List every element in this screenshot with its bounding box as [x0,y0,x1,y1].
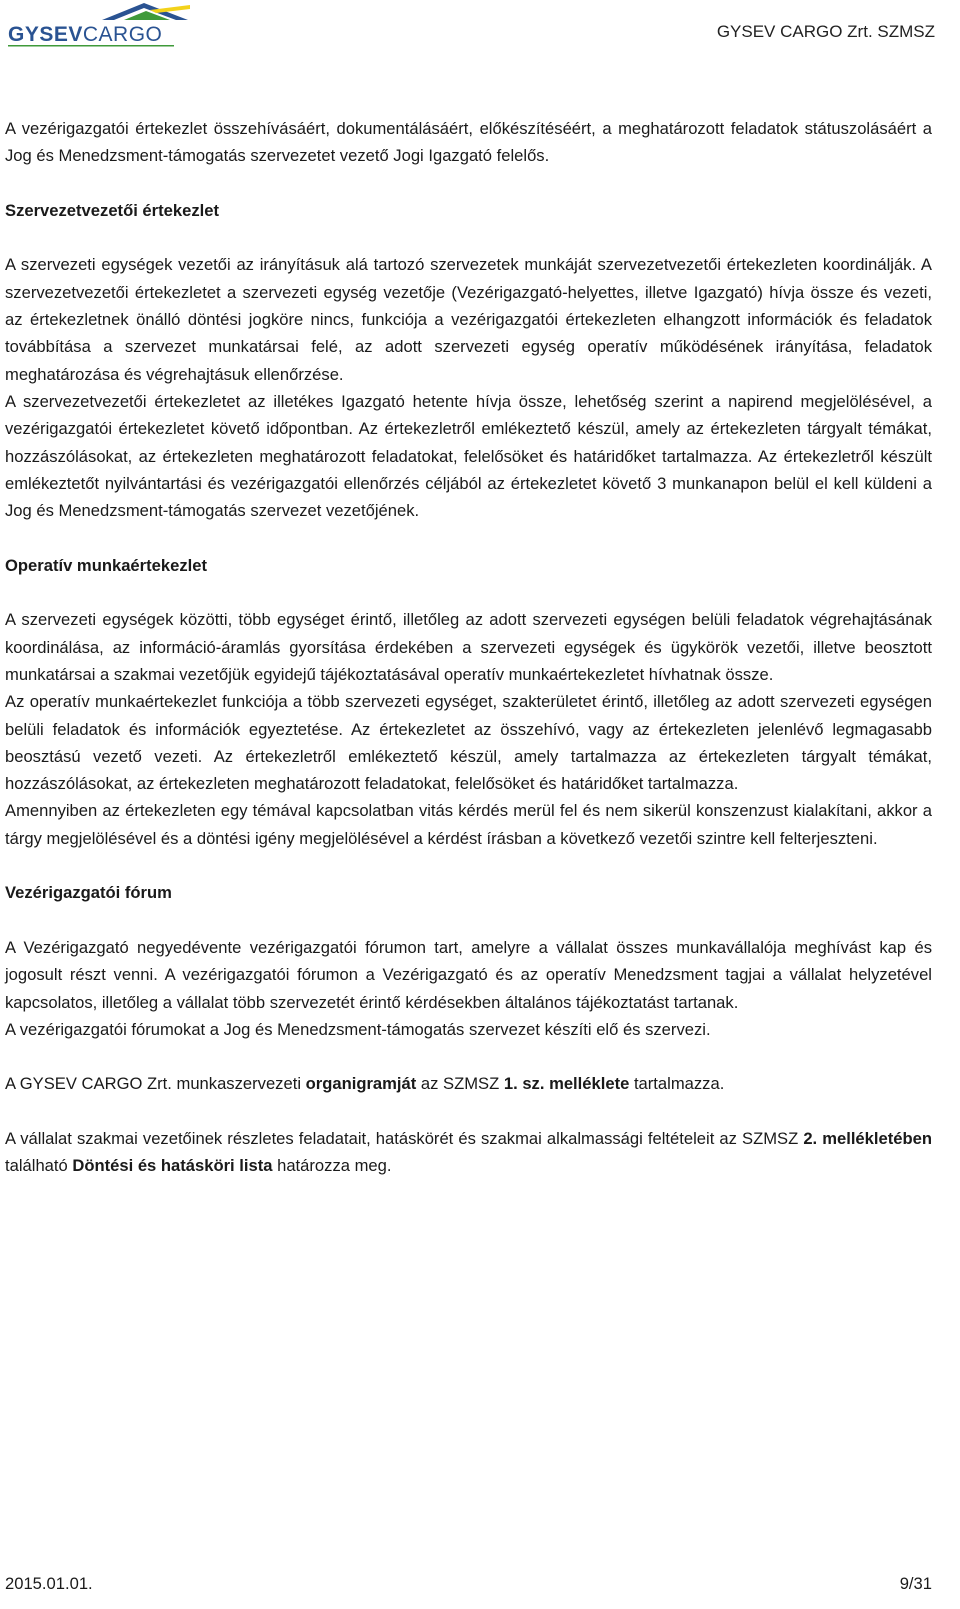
paragraph: Az operatív munkaértekezlet funkciója a több szervezeti egységet, szakterületet érintő, illetőleg az adott szervezeti egységen belüli feladatok és információk egyeztetése. Az értekezletet az összehívó, vagy az értekezleten jelenlévő legmagasabb beosztású vezető vezeti. Az értekezletről emlékeztető készül, amely tartalmazza az értekezleten tárgyalt témákat, hozzászólásokat, az értekezleten meghatározott feladatokat, felelősöket és határidőket tartalmazza. [5,692,932,794]
document-title: GYSEV CARGO Zrt. SZMSZ [716,22,935,41]
annex-1-reference: 1. sz. melléklete [503,1074,630,1094]
paragraph-organigram: A GYSEV CARGO Zrt. munkaszervezeti organigramját az SZMSZ 1. sz. melléklete tartalmazza. [5,1074,725,1094]
paragraph-annex-2: A vállalat szakmai vezetőinek részletes feladatait, hatáskörét és szakmai alkalmassági feltételeit az SZMSZ 2. mellékletében található Döntési és hatásköri lista határozza meg. [5,1128,932,1176]
paragraph: A szervezeti egységek vezetői az irányításuk alá tartozó szervezetek munkáját szervezetvezetői értekezleten koordinálják. A szervezetvezetői értekezletet a szervezeti egység vezetője (Vezérigazgató-helyettes, illetve Igazgató) hívja össze és vezeti, az értekezletnek önálló döntési jogköre nincs, funkciója a vezérigazgatói értekezleten elhangzott információk és feladatok továbbítása a szervezet munkatársai felé, az adott szervezeti egység operatív működésének irányítása, feladatok meghatározása és végrehajtásuk ellenőrzése. [5,255,932,384]
logo-text-cargo: CARGO [82,23,163,46]
section-heading: Szervezetvezetői értekezlet [5,200,219,220]
paragraph: A szervezeti egységek közötti, több egységet érintő, illetőleg az adott szervezeti egységen belüli feladatok végrehajtásának koordinálása, az információ-áramlás gyorsítása érdekében a szervezeti egységek és ügykörök vezetői, illetve beosztott munkatársai a szakmai vezetőjük egyidejű tájékoztatásával operatív munkaértekezletet hívhatnak össze. [5,610,932,684]
annex-2-reference: 2. mellékletében [803,1128,932,1148]
paragraph: A szervezetvezetői értekezletet az illetékes Igazgató hetente hívja össze, lehetőség szerint a napirend megjelölésével, a vezérigazgatói értekezletet követő időpontban. Az értekezletről emlékeztető készül, amely az értekezleten tárgyalt témákat, hozzászólásokat, az értekezleten meghatározott feladatokat, felelősöket és határidőket tartalmazza. Az értekezletről készült emlékeztetőt nyilvántartási és vezérigazgatói ellenőrzés céljából az értekezletet követő 3 munkanapon belül el kell küldeni a Jog és Menedzsment-támogatás szervezet vezetőjének. [5,391,932,521]
paragraph: A vezérigazgatói fórumokat a Jog és Menedzsment-támogatás szervezet készíti elő és szervezi. [5,1019,711,1039]
logo-wordmark [8,23,162,47]
footer-date: 2015.01.01. [5,1574,93,1593]
decision-list-reference: Döntési és hatásköri lista [72,1156,273,1176]
organigram-reference: organigramját [305,1074,417,1094]
page-number: 9/31 [899,1574,932,1593]
logo-text-gysev: GYSEV [8,23,83,46]
section-heading: Vezérigazgatói fórum [5,883,172,903]
section-heading: Operatív munkaértekezlet [5,555,207,575]
paragraph: A Vezérigazgató negyedévente vezérigazgatói fórumon tart, amelyre a vállalat összes munkavállalója meghívást kap és jogosult részt venni. A vezérigazgatói fórumon a Vezérigazgató és az operatív Menedzsment tagjai a vállalat helyzetével kapcsolatos, illetőleg a vállalat több szervezetét érintő kérdésekben általános tájékoztatást tartanak. [5,937,932,1012]
paragraph: Amennyiben az értekezleten egy témával kapcsolatban vitás kérdés merül fel és nem sikerül konszenzust kialakítani, akkor a tárgy megjelölésével és a döntési igény megjelölésével a kérdést írásban a következő vezetői szintre kell felterjeszteni. [5,801,932,848]
document-body [5,115,932,1180]
paragraph: A vezérigazgatói értekezlet összehívásáért, dokumentálásáért, előkészítéséért, a meghatározott feladatok státuszolásáért a Jog és Menedzsment-támogatás szervezetet vezető Jogi Igazgató felelős. [5,119,932,166]
company-logo [4,0,194,48]
page-header [0,0,960,60]
